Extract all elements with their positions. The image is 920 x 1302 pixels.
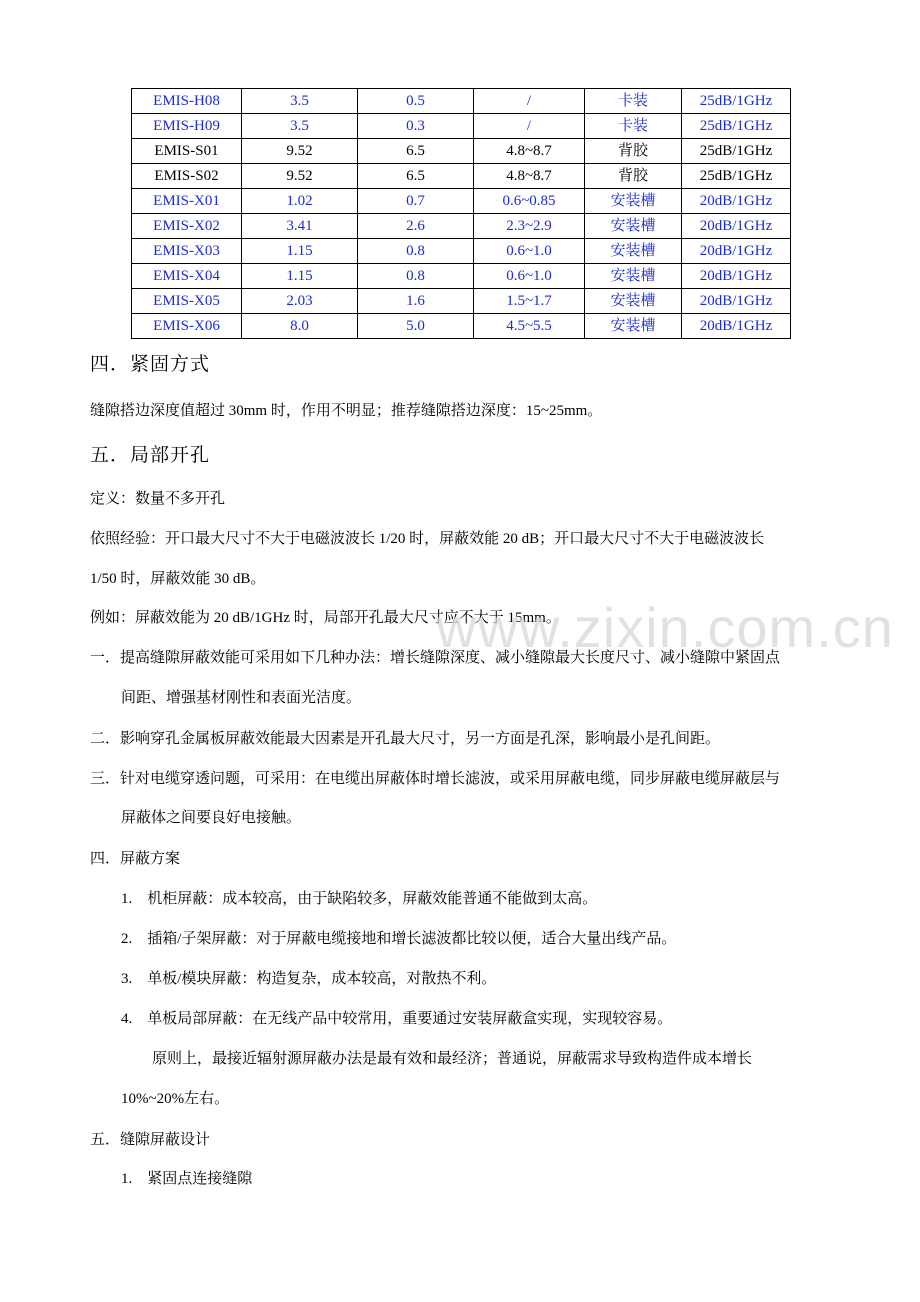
table-cell: 卡装 xyxy=(585,89,682,114)
table-cell: 1.6 xyxy=(358,289,474,314)
table-cell: 6.5 xyxy=(358,139,474,164)
table-cell: 25dB/1GHz xyxy=(682,164,791,189)
table-cell: EMIS-X04 xyxy=(132,264,242,289)
table-cell: 20dB/1GHz xyxy=(682,214,791,239)
experience-text-line1: 依照经验：开口最大尺寸不大于电磁波波长 1/20 时，屏蔽效能 20 dB；开口最大尺寸不大于电磁波波长 xyxy=(90,531,765,547)
table-row xyxy=(132,89,791,114)
gasket-spec-table xyxy=(131,88,791,339)
table-row xyxy=(132,164,791,189)
table-row xyxy=(132,239,791,264)
principle-text-line2: 10%~20%左右。 xyxy=(121,1091,230,1107)
scheme-item-1: 1. 机柜屏蔽：成本较高，由于缺陷较多，屏蔽效能普通不能做到太高。 xyxy=(121,891,598,907)
table-cell: EMIS-S02 xyxy=(132,164,242,189)
table-cell: 2.6 xyxy=(358,214,474,239)
shielding-scheme-heading: 四．屏蔽方案 xyxy=(90,851,181,867)
principle-text-line1: 原则上，最接近辐射源屏蔽办法是最有效和最经济；普通说，屏蔽需求导致构造件成本增长 xyxy=(152,1051,753,1067)
table-cell: 0.7 xyxy=(358,189,474,214)
table-cell: 0.6~1.0 xyxy=(474,239,585,264)
section-4-text: 缝隙搭边深度值超过 30mm 时，作用不明显；推荐缝隙搭边深度：15~25mm。 xyxy=(90,403,603,419)
table-row xyxy=(132,189,791,214)
table-cell: 3.5 xyxy=(242,114,358,139)
table-cell: 20dB/1GHz xyxy=(682,314,791,339)
table-cell: 8.0 xyxy=(242,314,358,339)
table-cell: 背胶 xyxy=(585,164,682,189)
table-cell: 0.3 xyxy=(358,114,474,139)
table-cell: 4.8~8.7 xyxy=(474,139,585,164)
table-cell: 4.5~5.5 xyxy=(474,314,585,339)
table-row xyxy=(132,314,791,339)
table-cell: / xyxy=(474,114,585,139)
table-cell: 2.03 xyxy=(242,289,358,314)
table-cell: 安装槽 xyxy=(585,239,682,264)
gap-item-1: 1. 紧固点连接缝隙 xyxy=(121,1171,253,1187)
table-cell: 5.0 xyxy=(358,314,474,339)
table-cell: 9.52 xyxy=(242,164,358,189)
table-cell: EMIS-X02 xyxy=(132,214,242,239)
table-cell: EMIS-H09 xyxy=(132,114,242,139)
table-cell: 安装槽 xyxy=(585,264,682,289)
table-cell: 9.52 xyxy=(242,139,358,164)
spec-table-body xyxy=(132,89,791,339)
table-cell: 安装槽 xyxy=(585,314,682,339)
table-cell: 20dB/1GHz xyxy=(682,189,791,214)
table-cell: 卡装 xyxy=(585,114,682,139)
table-cell: 0.5 xyxy=(358,89,474,114)
list-item-3-line2: 屏蔽体之间要良好电接触。 xyxy=(121,810,302,826)
table-cell: EMIS-S01 xyxy=(132,139,242,164)
table-cell: 安装槽 xyxy=(585,214,682,239)
table-cell: 4.8~8.7 xyxy=(474,164,585,189)
table-cell: 背胶 xyxy=(585,139,682,164)
scheme-item-2: 2. 插箱/子架屏蔽：对于屏蔽电缆接地和增长滤波都比较以便，适合大量出线产品。 xyxy=(121,931,677,947)
table-cell: / xyxy=(474,89,585,114)
table-cell: 25dB/1GHz xyxy=(682,139,791,164)
list-item-1-line1: 一．提高缝隙屏蔽效能可采用如下几种办法：增长缝隙深度、减小缝隙最大长度尺寸、减小缝隙中紧固点 xyxy=(90,650,781,666)
table-cell: 3.41 xyxy=(242,214,358,239)
table-cell: EMIS-H08 xyxy=(132,89,242,114)
example-text: 例如：屏蔽效能为 20 dB/1GHz 时，局部开孔最大尺寸应不大于 15mm。 xyxy=(90,610,561,626)
list-item-3-line1: 三．针对电缆穿透问题，可采用：在电缆出屏蔽体时增长滤波，或采用屏蔽电缆，同步屏蔽电缆屏蔽层与 xyxy=(90,771,781,787)
table-cell: 20dB/1GHz xyxy=(682,239,791,264)
section-5-heading: 五．局部开孔 xyxy=(90,445,211,466)
table-cell: 3.5 xyxy=(242,89,358,114)
scheme-item-3: 3. 单板/模块屏蔽：构造复杂，成本较高，对散热不利。 xyxy=(121,971,497,987)
table-cell: 20dB/1GHz xyxy=(682,264,791,289)
table-cell: 安装槽 xyxy=(585,189,682,214)
table-cell: 安装槽 xyxy=(585,289,682,314)
table-cell: 1.15 xyxy=(242,264,358,289)
table-cell: EMIS-X06 xyxy=(132,314,242,339)
table-row xyxy=(132,139,791,164)
table-row xyxy=(132,289,791,314)
list-item-2: 二．影响穿孔金属板屏蔽效能最大因素是开孔最大尺寸，另一方面是孔深，影响最小是孔间距。 xyxy=(90,731,721,747)
table-cell: 25dB/1GHz xyxy=(682,89,791,114)
definition-text: 定义：数量不多开孔 xyxy=(90,491,226,507)
gap-shielding-heading: 五．缝隙屏蔽设计 xyxy=(90,1132,211,1148)
table-row xyxy=(132,114,791,139)
table-cell: 0.6~1.0 xyxy=(474,264,585,289)
scheme-item-4: 4. 单板局部屏蔽：在无线产品中较常用，重要通过安装屏蔽盒实现，实现较容易。 xyxy=(121,1011,673,1027)
table-cell: 25dB/1GHz xyxy=(682,114,791,139)
section-4-heading: 四．紧固方式 xyxy=(90,354,211,375)
experience-text-line2: 1/50 时，屏蔽效能 30 dB。 xyxy=(90,571,266,587)
table-cell: 0.8 xyxy=(358,239,474,264)
table-row xyxy=(132,264,791,289)
table-cell: 0.8 xyxy=(358,264,474,289)
watermark: www.zixin.com.cn xyxy=(436,596,894,659)
table-cell: 6.5 xyxy=(358,164,474,189)
table-cell: 1.15 xyxy=(242,239,358,264)
table-row xyxy=(132,214,791,239)
table-cell: 1.02 xyxy=(242,189,358,214)
table-cell: EMIS-X03 xyxy=(132,239,242,264)
table-cell: 2.3~2.9 xyxy=(474,214,585,239)
table-cell: 0.6~0.85 xyxy=(474,189,585,214)
table-cell: 20dB/1GHz xyxy=(682,289,791,314)
table-cell: EMIS-X01 xyxy=(132,189,242,214)
list-item-1-line2: 间距、增强基材刚性和表面光洁度。 xyxy=(121,690,362,706)
table-cell: EMIS-X05 xyxy=(132,289,242,314)
table-cell: 1.5~1.7 xyxy=(474,289,585,314)
